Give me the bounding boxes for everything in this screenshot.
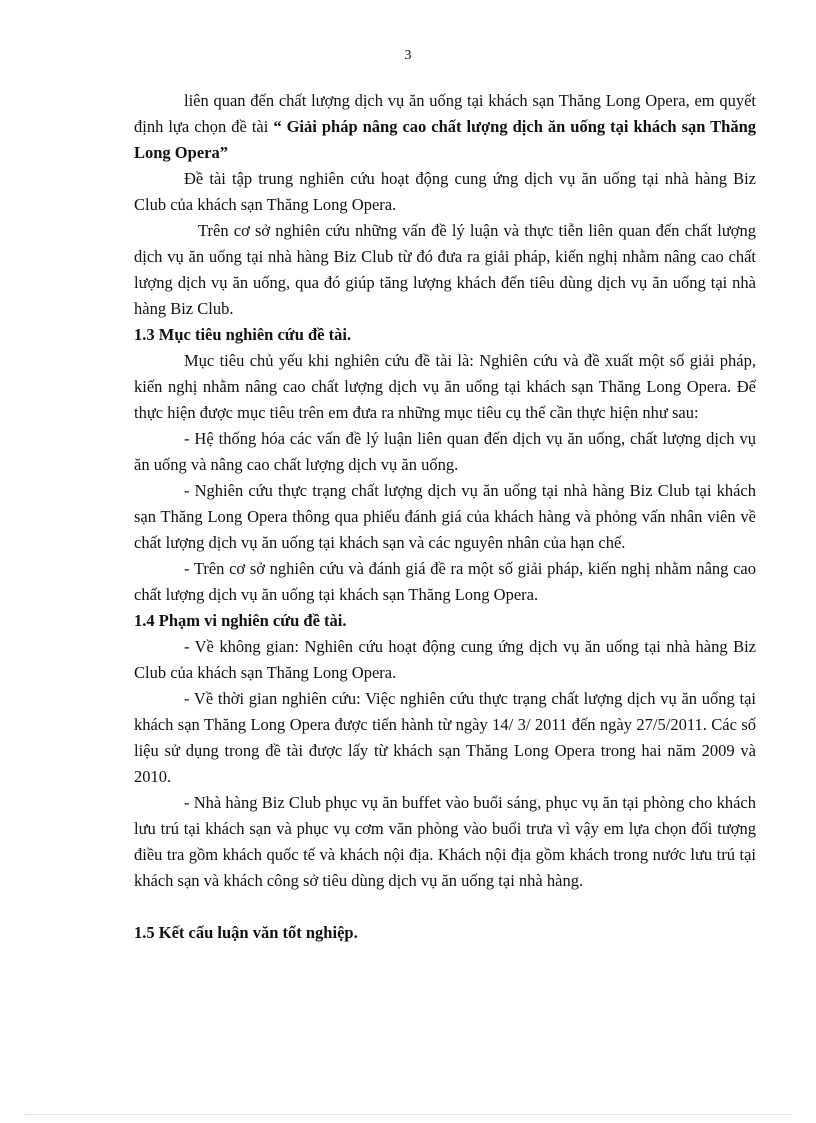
page-number: 3 [404,48,412,63]
objective-item: - Nghiên cứu thực trạng chất lượng dịch vụ ăn uống tại nhà hàng Biz Club tại khách sạn Thăng Long Opera thông qua phiếu đánh giá của khách hàng và phỏng vấn nhân viên về chất lượng dịch vụ ăn uống tại khách sạn và các nguyên nhân của hạn chế. [134,481,756,552]
objective-item: - Trên cơ sở nghiên cứu và đánh giá đề ra một số giải pháp, kiến nghị nhằm nâng cao chất lượng dịch vụ ăn uống tại khách sạn Thăng Long Opera. [134,559,756,604]
section-1-5-heading: 1.5 Kết cấu luận văn tốt nghiệp. [134,923,358,942]
section-1-3-heading: 1.3 Mục tiêu nghiên cứu đề tài. [134,325,352,344]
objectives-intro: Mục tiêu chủ yếu khi nghiên cứu đề tài là: Nghiên cứu và đề xuất một số giải pháp, kiến nghị nhằm nâng cao chất lượng dịch vụ ăn uống tại khách sạn Thăng Long Opera. Để thực hiện được mục tiêu trên em đưa ra những mục tiêu cụ thể cần thực hiện như sau: [134,351,756,422]
document-body [134,88,756,946]
scope-item: - Về thời gian nghiên cứu: Việc nghiên cứu thực trạng chất lượng dịch vụ ăn uống tại khách sạn Thăng Long Opera được tiến hành từ ngày 14/ 3/ 2011 đến ngày 27/5/2011. Các số liệu sử dụng trong đề tài được lấy từ khách sạn Thăng Long Opera trong hai năm 2009 và 2010. [134,689,756,786]
page-bottom-divider [24,1114,792,1115]
scope-item: - Nhà hàng Biz Club phục vụ ăn buffet vào buổi sáng, phục vụ ăn tại phòng cho khách lưu trú tại khách sạn và phục vụ cơm văn phòng vào buổi trưa vì vậy em lựa chọn đối tượng điều tra gồm khách quốc tế và khách nội địa. Khách nội địa gồm khách trong nước lưu trú tại khách sạn và khách công sở tiêu dùng dịch vụ ăn uống tại nhà hàng. [134,793,756,890]
thesis-title: “ Giải pháp nâng cao chất lượng dịch ăn uống tại khách sạn Thăng Long Opera” [134,117,756,162]
intro-paragraph [134,88,756,166]
basis-paragraph: Trên cơ sở nghiên cứu những vấn đề lý luận và thực tiễn liên quan đến chất lượng dịch vụ ăn uống tại nhà hàng Biz Club từ đó đưa ra giải pháp, kiến nghị nhằm nâng cao chất lượng dịch vụ ăn uống, qua đó giúp tăng lượng khách đến tiêu dùng dịch vụ ăn uống tại nhà hàng Biz Club. [134,221,756,318]
scope-item: - Về không gian: Nghiên cứu hoạt động cung ứng dịch vụ ăn uống tại nhà hàng Biz Club của khách sạn Thăng Long Opera. [134,637,756,682]
section-1-4-heading: 1.4 Phạm vi nghiên cứu đề tài. [134,611,347,630]
intro-text: liên quan đến chất lượng dịch vụ ăn uống tại khách sạn Thăng Long Opera, em quyết định lựa chọn đề tài [134,91,756,136]
focus-paragraph: Đề tài tập trung nghiên cứu hoạt động cung ứng dịch vụ ăn uống tại nhà hàng Biz Club của khách sạn Thăng Long Opera. [134,169,756,214]
objective-item: - Hệ thống hóa các vấn đề lý luận liên quan đến dịch vụ ăn uống, chất lượng dịch vụ ăn uống và nâng cao chất lượng dịch vụ ăn uống. [134,429,756,474]
